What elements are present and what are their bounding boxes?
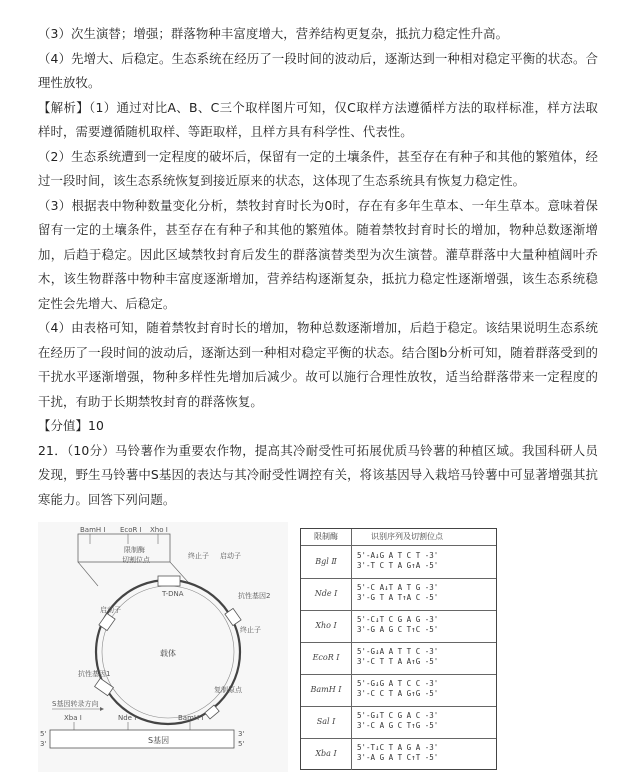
sequence-bottom-strand: 3'-G A G C T↑C -5' — [357, 625, 439, 634]
enzyme-sequence — [357, 743, 493, 763]
enzyme-name: Xba Ⅰ — [301, 738, 352, 770]
enzyme-table-row — [301, 546, 496, 579]
enzyme-sequence — [357, 679, 493, 699]
tdna-label: T-DNA — [162, 590, 184, 598]
gene-site-nde1: Nde Ⅰ — [118, 714, 137, 722]
sequence-top-strand: 5'-G↓A A T T C -3' — [357, 647, 439, 656]
analysis-1: 【解析】（1）通过对比A、B、C三个取样图片可知，仅C取样方法遵循样方法的取样标准，样方法取样时，需要遵循随机取样、等距取样，且样方具有科学性、代表性。 — [38, 99, 598, 139]
enzyme-seq-header: 识别序列及切割位点 — [371, 532, 443, 541]
site-ecor1-top: EcoR Ⅰ — [120, 526, 142, 534]
analysis-4: （4）由表格可知，随着禁牧封育时长的增加，物种总数逐渐增加，后趋于稳定。该结果说明生态系统在经历了一段时间的波动后，逐渐达到一种相对稳定平衡的状态。结合图b分析可知，随着群落受到的干扰水平逐渐增强，物种多样性先增加后减少。故可以施行合理性放牧，适当给群落带来一定程度的干扰，有助于长期禁牧封育的群落恢复。 — [38, 320, 598, 409]
enzyme-table-row — [301, 738, 496, 770]
ori-label: 复制原点 — [214, 686, 242, 694]
enzyme-table-row — [301, 642, 496, 675]
gene-3prime-left: 3' — [40, 740, 47, 748]
sequence-bottom-strand: 3'-C T T A A↑G -5' — [357, 657, 439, 666]
answer-4: （4）先增大、后稳定。生态系统在经历了一段时间的波动后，逐渐达到一种相对稳定平衡的状态。合理性放牧。 — [38, 50, 598, 90]
enzyme-name: Sal Ⅰ — [301, 706, 352, 738]
sequence-bottom-strand: 3'-A G A T C↑T -5' — [357, 753, 439, 762]
resistance2-label: 抗性基因2 — [238, 592, 271, 600]
enzyme-table-row — [301, 706, 496, 739]
promoter-top-label: 启动子 — [220, 552, 241, 560]
enzyme-sequence — [357, 711, 493, 731]
enzyme-name: Nde Ⅰ — [301, 578, 352, 610]
gene-3prime-right: 3' — [238, 730, 245, 738]
gene-site-bamh1: BamH Ⅰ — [178, 714, 204, 722]
enzyme-name: BamH Ⅰ — [301, 674, 352, 706]
answer-text-block — [38, 22, 598, 512]
figure-area — [38, 522, 610, 772]
enzyme-table-row — [301, 610, 496, 643]
site-xho1-top: Xho Ⅰ — [150, 526, 168, 534]
sequence-bottom-strand: 3'-C C T A G↑G -5' — [357, 689, 439, 698]
resistance1-label: 抗性基因1 — [78, 670, 111, 678]
sequence-bottom-strand: 3'-T C T A G↑A -5' — [357, 561, 439, 570]
enzyme-table-header — [301, 529, 496, 546]
enzyme-table-row — [301, 578, 496, 611]
terminator-right-label: 终止子 — [240, 626, 261, 634]
vector-label: 载体 — [160, 649, 176, 658]
plasmid-diagram — [38, 522, 288, 772]
enzyme-sequence — [357, 551, 493, 571]
enzyme-table-row — [301, 674, 496, 707]
sequence-top-strand: 5'-C A↓T A T G -3' — [357, 583, 439, 592]
gene-site-xba1: Xba Ⅰ — [64, 714, 82, 722]
score-label: 【分值】10 — [38, 418, 104, 433]
question-21: 21．（10分）马铃薯作为重要农作物，提高其冷耐受性可拓展优质马铃薯的种植区域。我国科研人员发现，野生马铃薯中S基因的表达与其冷耐受性调控有关，将该基因导入栽培马铃薯中可显著增强其抗寒能力。回答下列问题。 — [38, 442, 598, 507]
s-gene-strip — [50, 730, 234, 748]
enzyme-name: Xho Ⅰ — [301, 610, 352, 642]
cut-site-label: 切割位点 — [122, 556, 150, 564]
restriction-site-label: 限制酶 — [124, 546, 145, 554]
promoter-left-label: 启动子 — [100, 606, 121, 614]
sequence-top-strand: 5'-C↓T C G A G -3' — [357, 615, 439, 624]
sequence-bottom-strand: 3'-G T A T↑A C -5' — [357, 593, 439, 602]
sequence-bottom-strand: 3'-C A G C T↑G -5' — [357, 721, 439, 730]
sequence-top-strand: 5'-G↓G A T C C -3' — [357, 679, 439, 688]
site-bamh1-top: BamH Ⅰ — [80, 526, 106, 534]
enzyme-sequence — [357, 647, 493, 667]
enzyme-sequence — [357, 583, 493, 603]
gene-direction-label: S基因转录方向 — [52, 700, 99, 708]
enzyme-sequence — [357, 615, 493, 635]
answer-3: （3）次生演替；增强；群落物种丰富度增大，营养结构更复杂，抵抗力稳定性升高。 — [38, 26, 509, 41]
enzyme-name: EcoR Ⅰ — [301, 642, 352, 674]
analysis-3: （3）根据表中物种数量变化分析，禁牧封育时长为0时，存在有多年生草本、一年生草本。意味着保留有一定的土壤条件，甚至存在有种子和其他的繁殖体。随着禁牧封育时长的增加，物种总数逐渐增加，后趋于稳定。因此区域禁牧封育后发生的群落演替类型为次生演替。灌草群落中大量种植阔叶乔木，该生物群落中物种丰富度逐渐增加，营养结构逐渐复杂，抵抗力稳定性逐渐增强，该生态系统稳定性会先增大、后稳定。 — [38, 197, 598, 311]
s-gene-label: S基因 — [148, 736, 170, 745]
terminator-top-label: 终止子 — [188, 552, 209, 560]
sequence-top-strand: 5'-A↓G A T C T -3' — [357, 551, 439, 560]
sequence-top-strand: 5'-T↓C T A G A -3' — [357, 743, 439, 752]
gene-5prime-right: 5' — [238, 740, 245, 748]
enzyme-table — [300, 528, 497, 770]
sequence-top-strand: 5'-G↓T C G A C -3' — [357, 711, 439, 720]
analysis-2: （2）生态系统遭到一定程度的破坏后，保留有一定的土壤条件，甚至存在有种子和其他的繁殖体，经过一段时间，该生态系统恢复到接近原来的状态，这体现了生态系统具有恢复力稳定性。 — [38, 148, 598, 188]
gene-5prime-left: 5' — [40, 730, 47, 738]
enzyme-name: Bgl Ⅱ — [301, 546, 352, 578]
enzyme-name-header: 限制酶 — [301, 529, 352, 545]
